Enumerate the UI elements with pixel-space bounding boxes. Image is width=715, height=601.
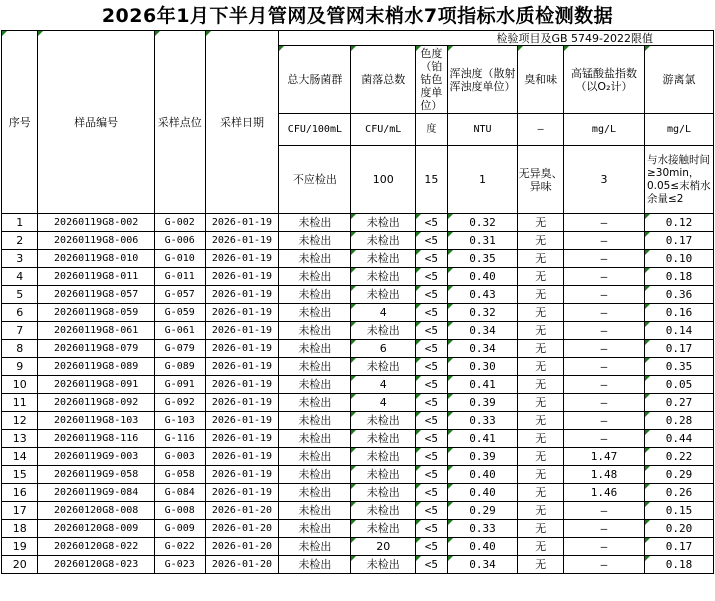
table-cell: 0.26 xyxy=(644,484,713,502)
table-cell: 0.43 xyxy=(447,286,518,304)
table-cell: <5 xyxy=(416,214,447,232)
table-cell: <5 xyxy=(416,394,447,412)
table-cell: — xyxy=(563,502,644,520)
header-indicator-limit: 无异臭、异味 xyxy=(518,146,564,214)
table-cell: 9 xyxy=(2,358,38,376)
table-cell: 2026-01-19 xyxy=(205,376,279,394)
table-cell: 20260119G9-003 xyxy=(38,448,154,466)
table-cell: 未检出 xyxy=(351,250,416,268)
table-cell: 20 xyxy=(351,538,416,556)
header-group: 检验项目及GB 5749-2022限值 xyxy=(279,31,714,46)
table-cell: G-057 xyxy=(154,286,205,304)
table-cell: 未检出 xyxy=(279,214,351,232)
table-cell: <5 xyxy=(416,340,447,358)
table-cell: 20260120G8-009 xyxy=(38,520,154,538)
table-cell: 0.33 xyxy=(447,412,518,430)
table-cell: 20260119G9-058 xyxy=(38,466,154,484)
table-cell: 20260119G8-059 xyxy=(38,304,154,322)
table-cell: 2 xyxy=(2,232,38,250)
table-row xyxy=(2,322,714,340)
table-cell: 0.40 xyxy=(447,466,518,484)
table-cell: 0.12 xyxy=(644,214,713,232)
table-cell: 0.17 xyxy=(644,538,713,556)
table-cell: 2026-01-19 xyxy=(205,286,279,304)
table-cell: 0.18 xyxy=(644,556,713,574)
table-cell: 0.32 xyxy=(447,214,518,232)
table-cell: — xyxy=(563,556,644,574)
table-row xyxy=(2,340,714,358)
table-cell: 4 xyxy=(351,394,416,412)
table-cell: <5 xyxy=(416,556,447,574)
table-cell: <5 xyxy=(416,466,447,484)
table-cell: 未检出 xyxy=(279,448,351,466)
table-cell: 未检出 xyxy=(279,430,351,448)
table-cell: 6 xyxy=(351,340,416,358)
table-cell: 0.20 xyxy=(644,520,713,538)
table-cell: 10 xyxy=(2,376,38,394)
table-cell: 无 xyxy=(518,376,564,394)
table-cell: 20260119G8-011 xyxy=(38,268,154,286)
table-cell: 2026-01-19 xyxy=(205,412,279,430)
table-cell: G-116 xyxy=(154,430,205,448)
table-cell: 0.29 xyxy=(447,502,518,520)
table-row xyxy=(2,466,714,484)
table-cell: 0.40 xyxy=(447,538,518,556)
table-cell: <5 xyxy=(416,448,447,466)
table-cell: G-002 xyxy=(154,214,205,232)
table-row xyxy=(2,232,714,250)
table-cell: 未检出 xyxy=(279,232,351,250)
table-cell: 5 xyxy=(2,286,38,304)
table-row xyxy=(2,214,714,232)
table-cell: 0.36 xyxy=(644,286,713,304)
header-indicator-limit: 15 xyxy=(416,146,447,214)
table-cell: 6 xyxy=(2,304,38,322)
table-cell: 2026-01-19 xyxy=(205,322,279,340)
header-indicator-unit: 度 xyxy=(416,114,447,146)
table-cell: 20260119G8-116 xyxy=(38,430,154,448)
table-cell: 未检出 xyxy=(351,412,416,430)
table-cell: 0.29 xyxy=(644,466,713,484)
table-cell: 未检出 xyxy=(279,250,351,268)
table-row xyxy=(2,430,714,448)
table-cell: 4 xyxy=(351,376,416,394)
table-cell: G-011 xyxy=(154,268,205,286)
table-cell: 未检出 xyxy=(279,520,351,538)
header-indicator-limit: 1 xyxy=(447,146,518,214)
table-cell: 2026-01-19 xyxy=(205,448,279,466)
table-cell: 3 xyxy=(2,250,38,268)
header-indicator-limit: 100 xyxy=(351,146,416,214)
table-cell: 无 xyxy=(518,430,564,448)
table-cell: G-091 xyxy=(154,376,205,394)
table-cell: 0.32 xyxy=(447,304,518,322)
header-indicator-name: 色度（铂钴色度单位） xyxy=(416,46,447,114)
table-cell: 0.28 xyxy=(644,412,713,430)
table-row xyxy=(2,250,714,268)
table-cell: 无 xyxy=(518,448,564,466)
table-row xyxy=(2,520,714,538)
header-indicator-unit: mg/L xyxy=(563,114,644,146)
table-cell: — xyxy=(563,394,644,412)
table-cell: 未检出 xyxy=(279,268,351,286)
table-cell: — xyxy=(563,322,644,340)
table-cell: — xyxy=(563,358,644,376)
table-cell: G-010 xyxy=(154,250,205,268)
table-row xyxy=(2,268,714,286)
table-cell: 0.34 xyxy=(447,556,518,574)
table-cell: 15 xyxy=(2,466,38,484)
table-cell: — xyxy=(563,430,644,448)
table-cell: 无 xyxy=(518,502,564,520)
table-cell: 2026-01-19 xyxy=(205,358,279,376)
table-cell: 0.41 xyxy=(447,430,518,448)
table-cell: 0.40 xyxy=(447,268,518,286)
table-cell: 未检出 xyxy=(279,556,351,574)
table-cell: 未检出 xyxy=(351,268,416,286)
table-cell: G-103 xyxy=(154,412,205,430)
table-cell: 2026-01-19 xyxy=(205,394,279,412)
table-cell: 0.05 xyxy=(644,376,713,394)
table-cell: 2026-01-19 xyxy=(205,466,279,484)
table-cell: 19 xyxy=(2,538,38,556)
header-indicator-limit: 不应检出 xyxy=(279,146,351,214)
table-cell: 20260119G8-079 xyxy=(38,340,154,358)
table-cell: 2026-01-20 xyxy=(205,538,279,556)
table-cell: 无 xyxy=(518,250,564,268)
table-cell: 0.17 xyxy=(644,340,713,358)
table-cell: 17 xyxy=(2,502,38,520)
table-cell: 未检出 xyxy=(279,502,351,520)
table-cell: — xyxy=(563,250,644,268)
table-cell: 14 xyxy=(2,448,38,466)
table-cell: 无 xyxy=(518,394,564,412)
table-cell: <5 xyxy=(416,502,447,520)
table-cell: 20260120G8-023 xyxy=(38,556,154,574)
table-cell: G-022 xyxy=(154,538,205,556)
table-cell: 20260119G8-089 xyxy=(38,358,154,376)
table-cell: 未检出 xyxy=(279,304,351,322)
page-title: 2026年1月下半月管网及管网末梢水7项指标水质检测数据 xyxy=(101,5,614,27)
table-cell: 未检出 xyxy=(279,286,351,304)
table-cell: 未检出 xyxy=(351,232,416,250)
table-cell: G-092 xyxy=(154,394,205,412)
table-cell: — xyxy=(563,520,644,538)
table-cell: 2026-01-20 xyxy=(205,556,279,574)
table-cell: 未检出 xyxy=(279,394,351,412)
table-cell: <5 xyxy=(416,250,447,268)
table-cell: 0.35 xyxy=(447,250,518,268)
header-indicator-limit: 与水接触时间≥30min，0.05≤末梢水余量≤2 xyxy=(644,146,713,214)
table-cell: — xyxy=(563,286,644,304)
table-cell: 无 xyxy=(518,214,564,232)
table-cell: G-009 xyxy=(154,520,205,538)
table-cell: 1.48 xyxy=(563,466,644,484)
table-cell: G-059 xyxy=(154,304,205,322)
table-cell: <5 xyxy=(416,520,447,538)
table-cell: 0.34 xyxy=(447,322,518,340)
table-cell: 无 xyxy=(518,484,564,502)
table-cell: G-006 xyxy=(154,232,205,250)
table-cell: 未检出 xyxy=(351,286,416,304)
table-cell: 未检出 xyxy=(279,376,351,394)
header-indicator-unit: CFU/100mL xyxy=(279,114,351,146)
table-cell: 2026-01-20 xyxy=(205,520,279,538)
table-cell: 未检出 xyxy=(351,484,416,502)
table-cell: G-089 xyxy=(154,358,205,376)
table-row xyxy=(2,304,714,322)
table-cell: 20260119G8-006 xyxy=(38,232,154,250)
table-cell: 无 xyxy=(518,358,564,376)
table-cell: 0.27 xyxy=(644,394,713,412)
table-cell: 0.40 xyxy=(447,484,518,502)
table-cell: 未检出 xyxy=(351,430,416,448)
table-cell: 18 xyxy=(2,520,38,538)
header-point: 采样点位 xyxy=(154,31,205,214)
table-cell: 13 xyxy=(2,430,38,448)
table-cell: 无 xyxy=(518,466,564,484)
table-cell: <5 xyxy=(416,412,447,430)
table-cell: 未检出 xyxy=(351,322,416,340)
table-cell: 0.39 xyxy=(447,394,518,412)
table-cell: 2026-01-19 xyxy=(205,340,279,358)
table-cell: 无 xyxy=(518,268,564,286)
table-cell: G-058 xyxy=(154,466,205,484)
table-cell: 未检出 xyxy=(279,412,351,430)
header-indicator-name: 臭和味 xyxy=(518,46,564,114)
table-cell: 未检出 xyxy=(351,556,416,574)
table-row xyxy=(2,358,714,376)
header-date: 采样日期 xyxy=(205,31,279,214)
table-cell: <5 xyxy=(416,358,447,376)
header-sample-no: 样品编号 xyxy=(38,31,154,214)
table-cell: 16 xyxy=(2,484,38,502)
table-cell: 无 xyxy=(518,556,564,574)
table-cell: 0.41 xyxy=(447,376,518,394)
table-cell: 未检出 xyxy=(351,448,416,466)
table-cell: 1 xyxy=(2,214,38,232)
table-cell: <5 xyxy=(416,484,447,502)
table-row xyxy=(2,502,714,520)
table-cell: 2026-01-19 xyxy=(205,484,279,502)
table-cell: 0.30 xyxy=(447,358,518,376)
table-cell: 未检出 xyxy=(279,340,351,358)
table-cell: G-003 xyxy=(154,448,205,466)
table-cell: 0.35 xyxy=(644,358,713,376)
table-cell: 2026-01-19 xyxy=(205,214,279,232)
table-cell: — xyxy=(563,538,644,556)
table-cell: — xyxy=(563,304,644,322)
table-cell: 未检出 xyxy=(279,538,351,556)
table-cell: <5 xyxy=(416,322,447,340)
table-cell: G-079 xyxy=(154,340,205,358)
table-row xyxy=(2,376,714,394)
table-cell: — xyxy=(563,232,644,250)
table-cell: 0.15 xyxy=(644,502,713,520)
header-indicator-unit: NTU xyxy=(447,114,518,146)
table-cell: 0.44 xyxy=(644,430,713,448)
table-cell: 0.39 xyxy=(447,448,518,466)
table-cell: 20260119G9-084 xyxy=(38,484,154,502)
table-cell: 20260120G8-022 xyxy=(38,538,154,556)
header-indicator-limit: 3 xyxy=(563,146,644,214)
header-seq: 序号 xyxy=(2,31,38,214)
table-cell: 0.16 xyxy=(644,304,713,322)
table-cell: 2026-01-19 xyxy=(205,430,279,448)
header-indicator-name: 浑浊度（散射浑浊度单位） xyxy=(447,46,518,114)
table-cell: — xyxy=(563,376,644,394)
table-cell: 未检出 xyxy=(351,502,416,520)
table-cell: 2026-01-19 xyxy=(205,250,279,268)
table-cell: — xyxy=(563,268,644,286)
table-cell: — xyxy=(563,214,644,232)
table-cell: 未检出 xyxy=(351,214,416,232)
table-cell: 1.47 xyxy=(563,448,644,466)
table-cell: 20260120G8-008 xyxy=(38,502,154,520)
table-cell: 未检出 xyxy=(279,322,351,340)
table-cell: 未检出 xyxy=(279,484,351,502)
table-cell: 11 xyxy=(2,394,38,412)
table-cell: G-061 xyxy=(154,322,205,340)
table-cell: 2026-01-20 xyxy=(205,502,279,520)
header-indicator-name: 游离氯 xyxy=(644,46,713,114)
header-indicator-unit: — xyxy=(518,114,564,146)
table-cell: 无 xyxy=(518,322,564,340)
table-cell: 8 xyxy=(2,340,38,358)
table-cell: <5 xyxy=(416,430,447,448)
table-cell: 0.14 xyxy=(644,322,713,340)
table-cell: 0.33 xyxy=(447,520,518,538)
table-cell: 无 xyxy=(518,286,564,304)
table-cell: 无 xyxy=(518,520,564,538)
table-cell: 未检出 xyxy=(351,520,416,538)
table-cell: <5 xyxy=(416,376,447,394)
table-cell: 0.10 xyxy=(644,250,713,268)
table-cell: 20260119G8-061 xyxy=(38,322,154,340)
table-cell: 4 xyxy=(2,268,38,286)
table-cell: G-023 xyxy=(154,556,205,574)
table-cell: 12 xyxy=(2,412,38,430)
header-indicator-name: 总大肠菌群 xyxy=(279,46,351,114)
table-cell: G-008 xyxy=(154,502,205,520)
table-cell: 0.18 xyxy=(644,268,713,286)
table-cell: — xyxy=(563,340,644,358)
table-cell: 0.17 xyxy=(644,232,713,250)
table-row xyxy=(2,412,714,430)
table-cell: 无 xyxy=(518,232,564,250)
table-cell: 20260119G8-010 xyxy=(38,250,154,268)
header-indicator-unit: CFU/mL xyxy=(351,114,416,146)
table-cell: 未检出 xyxy=(351,358,416,376)
table-cell: 未检出 xyxy=(351,466,416,484)
table-cell: 无 xyxy=(518,340,564,358)
table-row xyxy=(2,394,714,412)
table-cell: <5 xyxy=(416,304,447,322)
table-cell: 未检出 xyxy=(279,466,351,484)
table-cell: 无 xyxy=(518,304,564,322)
table-cell: 未检出 xyxy=(279,358,351,376)
table-row xyxy=(2,448,714,466)
header-indicator-unit: mg/L xyxy=(644,114,713,146)
table-cell: 2026-01-19 xyxy=(205,268,279,286)
table-cell: 20260119G8-002 xyxy=(38,214,154,232)
table-cell: 无 xyxy=(518,538,564,556)
table-cell: 20260119G8-057 xyxy=(38,286,154,304)
table-cell: <5 xyxy=(416,232,447,250)
table-cell: 20260119G8-103 xyxy=(38,412,154,430)
table-cell: 无 xyxy=(518,412,564,430)
table-cell: 2026-01-19 xyxy=(205,232,279,250)
table-row xyxy=(2,484,714,502)
table-cell: <5 xyxy=(416,538,447,556)
table-cell: — xyxy=(563,412,644,430)
table-cell: 2026-01-19 xyxy=(205,304,279,322)
water-quality-table xyxy=(1,30,714,574)
table-row xyxy=(2,538,714,556)
table-cell: <5 xyxy=(416,268,447,286)
table-cell: 0.31 xyxy=(447,232,518,250)
header-indicator-name: 高锰酸盐指数（以O₂计） xyxy=(563,46,644,114)
table-cell: 20260119G8-091 xyxy=(38,376,154,394)
header-indicator-name: 菌落总数 xyxy=(351,46,416,114)
table-row xyxy=(2,556,714,574)
table-cell: <5 xyxy=(416,286,447,304)
table-cell: 1.46 xyxy=(563,484,644,502)
table-cell: G-084 xyxy=(154,484,205,502)
table-cell: 7 xyxy=(2,322,38,340)
table-cell: 4 xyxy=(351,304,416,322)
table-cell: 20 xyxy=(2,556,38,574)
table-cell: 0.22 xyxy=(644,448,713,466)
table-cell: 0.34 xyxy=(447,340,518,358)
table-cell: 20260119G8-092 xyxy=(38,394,154,412)
table-row xyxy=(2,286,714,304)
